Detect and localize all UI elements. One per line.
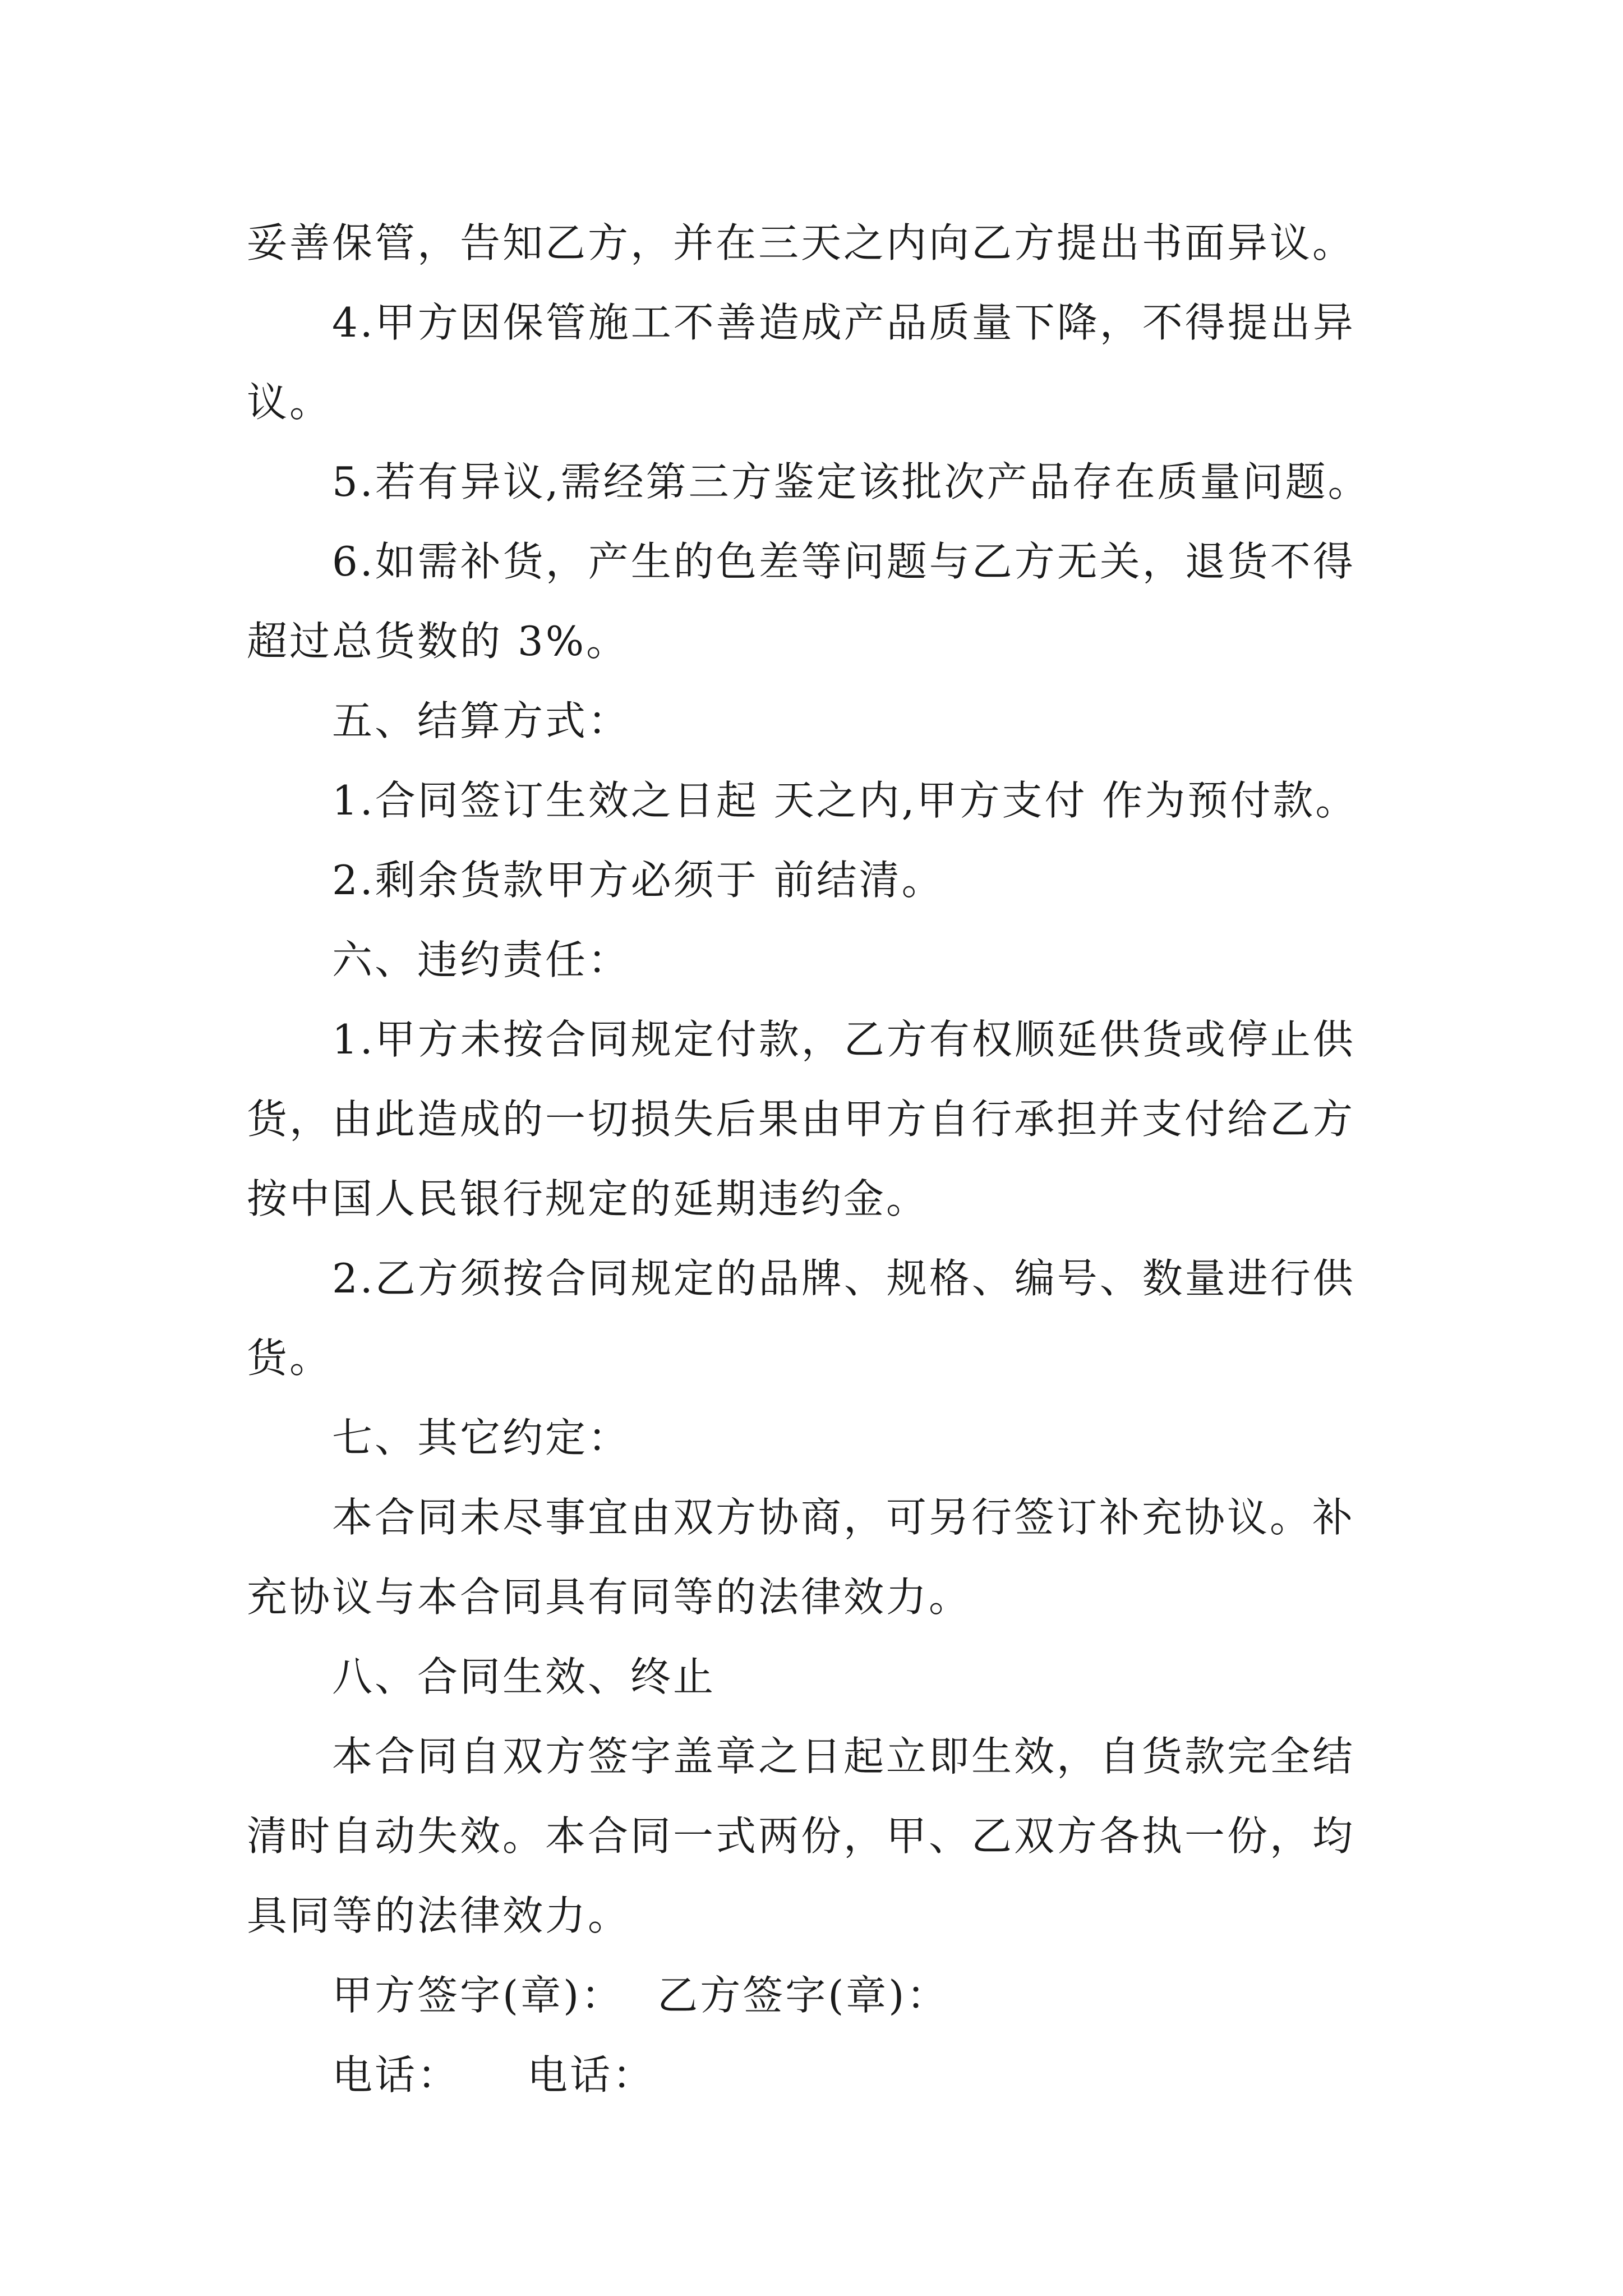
paragraph — [247, 1478, 1399, 1637]
section-heading — [247, 1398, 1399, 1478]
text-line: 本合同未尽事宜由双方协商，可另行签订补充协议。补 — [332, 1494, 1355, 1541]
text-line: 2.乙方须按合同规定的品牌、规格、编号、数量进行供 — [332, 1255, 1355, 1302]
text-line: 1.合同签订生效之日起 天之内,甲方支付 作为预付款。 — [332, 777, 1358, 824]
section-heading — [247, 681, 1399, 761]
text-line: 超过总货数的 3%。 — [247, 618, 629, 665]
document-body — [247, 203, 1399, 2115]
text-line: 七、其它约定： — [332, 1414, 631, 1461]
party-a-signature-label: 甲方签字(章)： — [332, 1972, 624, 2019]
paragraph — [247, 761, 1399, 840]
text-line: 本合同自双方签字盖章之日起立即生效，自货款完全结 — [332, 1733, 1355, 1780]
paragraph — [247, 1717, 1399, 1955]
section-heading — [247, 1637, 1399, 1717]
text-line: 1.甲方未按合同规定付款，乙方有权顺延供货或停止供 — [332, 1016, 1355, 1063]
party-a-phone-label: 电话： — [332, 2051, 460, 2099]
text-line: 议。 — [247, 379, 333, 426]
text-line: 具同等的法律效力。 — [247, 1892, 631, 1939]
text-line: 按中国人民银行规定的延期违约金。 — [247, 1175, 929, 1222]
section-heading — [247, 920, 1399, 1000]
paragraph — [247, 442, 1399, 522]
paragraph — [247, 840, 1399, 920]
text-line: 货。 — [247, 1335, 333, 1382]
paragraph — [247, 203, 1399, 283]
text-line: 货，由此造成的一切损失后果由甲方自行承担并支付给乙方 — [247, 1096, 1355, 1143]
paragraph — [247, 1000, 1399, 1239]
paragraph — [247, 1239, 1399, 1398]
text-line: 八、合同生效、终止 — [332, 1653, 716, 1700]
text-line: 六、违约责任： — [332, 936, 631, 983]
party-b-signature-label: 乙方签字(章)： — [657, 1972, 949, 2019]
signature-row — [247, 1955, 1399, 2035]
party-b-phone-label: 电话： — [527, 2051, 656, 2099]
text-line: 五、结算方式： — [332, 697, 631, 744]
paragraph — [247, 283, 1399, 442]
paragraph — [247, 522, 1399, 681]
text-line: 2.剩余货款甲方必须于 前结清。 — [332, 857, 944, 904]
text-line: 6.如需补货，产生的色差等问题与乙方无关，退货不得 — [332, 538, 1355, 585]
text-line: 5.若有异议,需经第三方鉴定该批次产品存在质量问题。 — [332, 458, 1371, 505]
text-line: 4.甲方因保管施工不善造成产品质量下降，不得提出异 — [332, 299, 1355, 346]
phone-row — [247, 2035, 1399, 2115]
text-line: 清时自动失效。本合同一式两份，甲、乙双方各执一份，均 — [247, 1812, 1355, 1860]
text-line: 充协议与本合同具有同等的法律效力。 — [247, 1573, 972, 1621]
text-line: 妥善保管，告知乙方，并在三天之内向乙方提出书面异议。 — [247, 219, 1355, 266]
